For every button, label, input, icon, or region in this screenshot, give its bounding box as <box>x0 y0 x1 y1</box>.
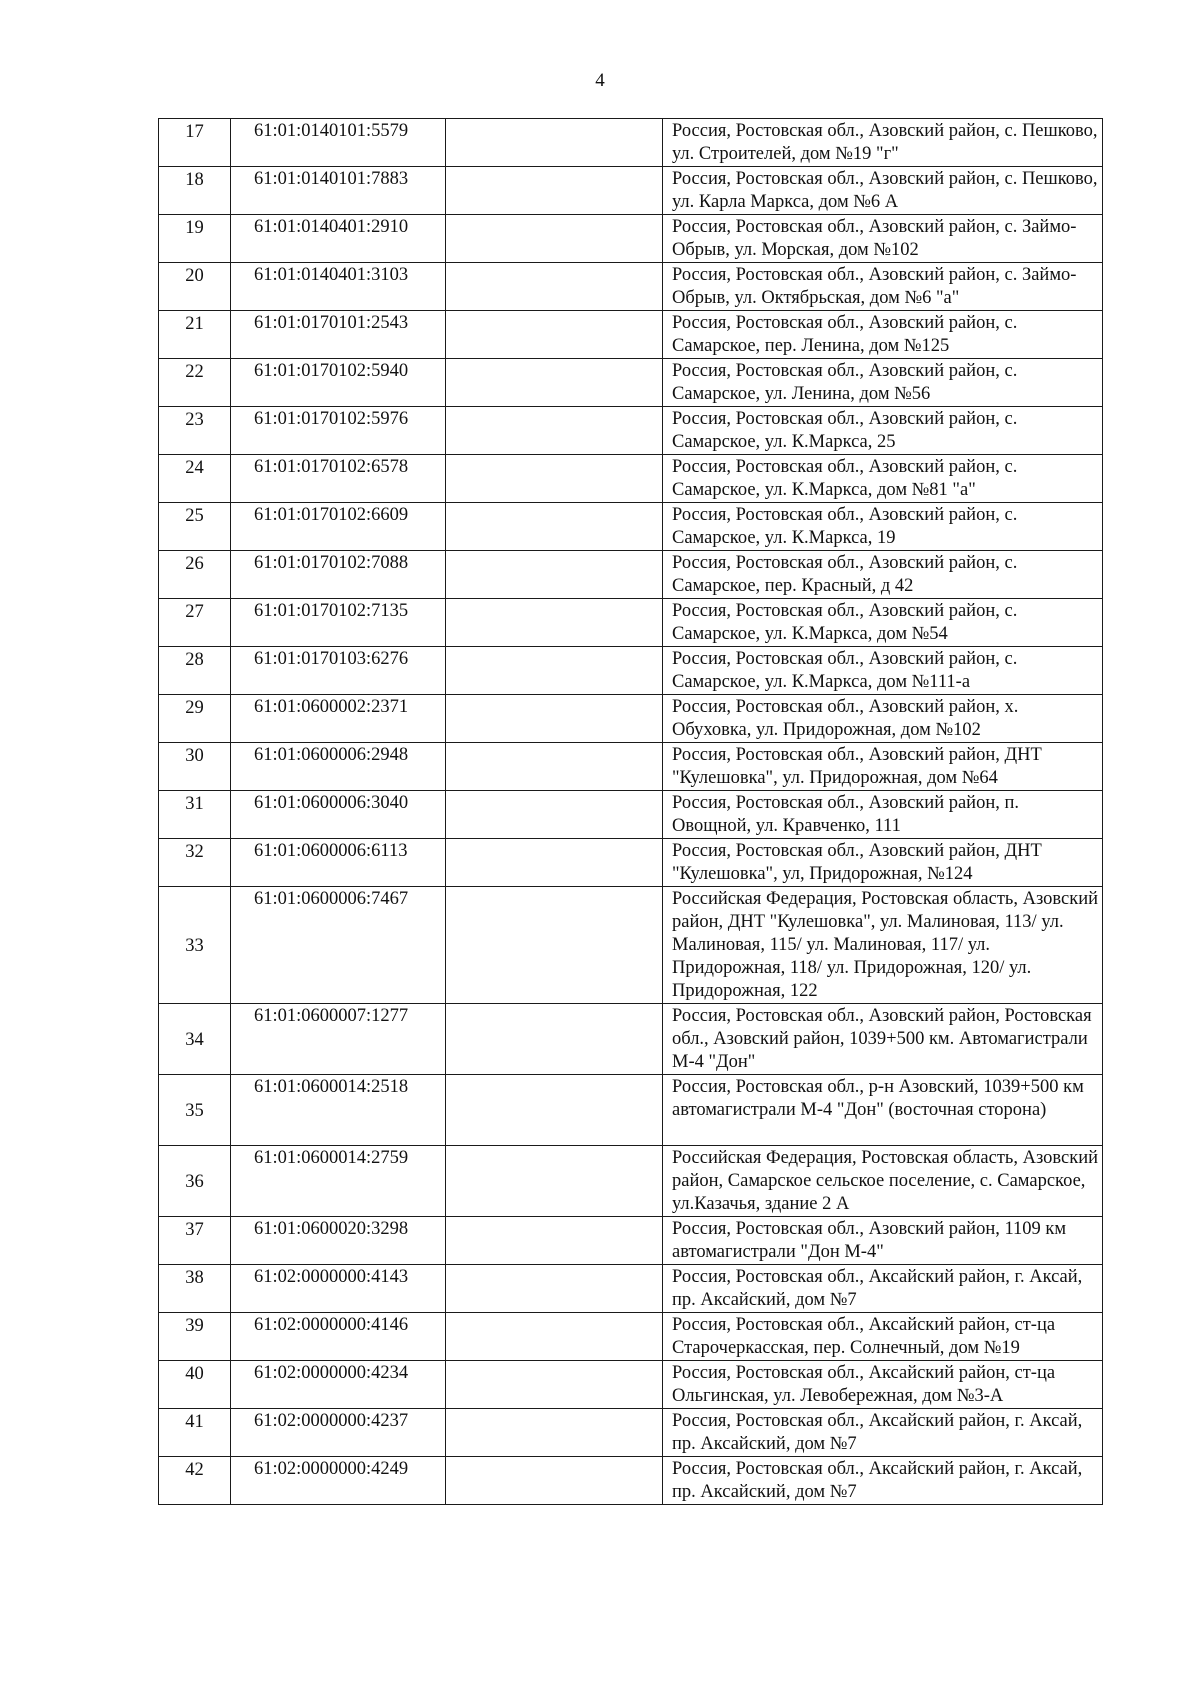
cadastral-number: 61:02:0000000:4146 <box>231 1313 446 1361</box>
row-number: 25 <box>159 503 231 551</box>
address-cell: Россия, Ростовская обл., Азовский район, с. Пешково, ул. Карла Маркса, дом №6 А <box>663 167 1103 215</box>
address-cell: Россия, Ростовская обл., Азовский район, с. Самарское, ул. Ленина, дом №56 <box>663 359 1103 407</box>
cadastral-number: 61:01:0600006:7467 <box>231 887 446 1004</box>
empty-cell <box>446 263 663 311</box>
table-row <box>159 1217 1103 1265</box>
address-cell: Россия, Ростовская обл., Аксайский район, г. Аксай, пр. Аксайский, дом №7 <box>663 1409 1103 1457</box>
address-cell: Россия, Ростовская обл., Азовский район, с. Пешково, ул. Строителей, дом №19 "г" <box>663 119 1103 167</box>
table-row <box>159 1004 1103 1075</box>
table-row <box>159 311 1103 359</box>
row-number: 29 <box>159 695 231 743</box>
row-number: 28 <box>159 647 231 695</box>
row-number: 17 <box>159 119 231 167</box>
cadastral-number: 61:01:0170102:7088 <box>231 551 446 599</box>
empty-cell <box>446 695 663 743</box>
table-row <box>159 119 1103 167</box>
cadastral-number: 61:01:0600006:2948 <box>231 743 446 791</box>
row-number: 39 <box>159 1313 231 1361</box>
empty-cell <box>446 791 663 839</box>
empty-cell <box>446 887 663 1004</box>
cadastral-number: 61:01:0600014:2518 <box>231 1075 446 1146</box>
cadastral-number: 61:01:0170102:6609 <box>231 503 446 551</box>
table-row <box>159 407 1103 455</box>
empty-cell <box>446 1457 663 1505</box>
cadastral-number: 61:01:0170103:6276 <box>231 647 446 695</box>
table-row <box>159 1075 1103 1146</box>
cadastral-number: 61:02:0000000:4234 <box>231 1361 446 1409</box>
empty-cell <box>446 215 663 263</box>
empty-cell <box>446 311 663 359</box>
cadastral-number: 61:01:0170101:2543 <box>231 311 446 359</box>
row-number: 20 <box>159 263 231 311</box>
address-cell: Россия, Ростовская обл., Азовский район, с. Займо-Обрыв, ул. Октябрьская, дом №6 "а" <box>663 263 1103 311</box>
address-cell: Россия, Ростовская обл., Азовский район, п. Овощной, ул. Кравченко, 111 <box>663 791 1103 839</box>
page-number: 4 <box>595 70 605 91</box>
row-number: 26 <box>159 551 231 599</box>
table-row <box>159 503 1103 551</box>
empty-cell <box>446 455 663 503</box>
row-number: 37 <box>159 1217 231 1265</box>
table-row <box>159 1146 1103 1217</box>
table-row <box>159 1409 1103 1457</box>
table-row <box>159 1361 1103 1409</box>
address-cell: Россия, Ростовская обл., Аксайский район, г. Аксай, пр. Аксайский, дом №7 <box>663 1457 1103 1505</box>
address-cell: Россия, Ростовская обл., р-н Азовский, 1039+500 км автомагистрали М-4 "Дон" (восточная сторона) <box>663 1075 1103 1146</box>
address-cell: Россия, Ростовская обл., Азовский район, с. Самарское, ул. К.Маркса, 19 <box>663 503 1103 551</box>
empty-cell <box>446 1361 663 1409</box>
row-number: 41 <box>159 1409 231 1457</box>
table-row <box>159 647 1103 695</box>
empty-cell <box>446 1265 663 1313</box>
address-cell: Россия, Ростовская обл., Азовский район, ДНТ "Кулешовка", ул, Придорожная, №124 <box>663 839 1103 887</box>
empty-cell <box>446 1313 663 1361</box>
address-cell: Россия, Ростовская обл., Азовский район, с. Самарское, ул. К.Маркса, 25 <box>663 407 1103 455</box>
table-row <box>159 887 1103 1004</box>
table-row <box>159 551 1103 599</box>
row-number: 32 <box>159 839 231 887</box>
row-number: 21 <box>159 311 231 359</box>
cadastral-number: 61:01:0600014:2759 <box>231 1146 446 1217</box>
property-table <box>158 118 1103 1505</box>
address-cell: Россия, Ростовская обл., Азовский район, с. Самарское, пер. Ленина, дом №125 <box>663 311 1103 359</box>
row-number: 27 <box>159 599 231 647</box>
empty-cell <box>446 1075 663 1146</box>
row-number: 19 <box>159 215 231 263</box>
table-row <box>159 1265 1103 1313</box>
cadastral-number: 61:02:0000000:4143 <box>231 1265 446 1313</box>
row-number: 35 <box>159 1075 231 1146</box>
empty-cell <box>446 119 663 167</box>
table-row <box>159 695 1103 743</box>
table-row <box>159 743 1103 791</box>
empty-cell <box>446 407 663 455</box>
empty-cell <box>446 1217 663 1265</box>
cadastral-number: 61:01:0170102:5976 <box>231 407 446 455</box>
empty-cell <box>446 1409 663 1457</box>
cadastral-number: 61:01:0600020:3298 <box>231 1217 446 1265</box>
empty-cell <box>446 1146 663 1217</box>
table-row <box>159 263 1103 311</box>
address-cell: Россия, Ростовская обл., Азовский район, с. Займо-Обрыв, ул. Морская, дом №102 <box>663 215 1103 263</box>
cadastral-number: 61:01:0140101:5579 <box>231 119 446 167</box>
address-cell: Россия, Ростовская обл., Азовский район, с. Самарское, пер. Красный, д 42 <box>663 551 1103 599</box>
row-number: 33 <box>159 887 231 1004</box>
row-number: 18 <box>159 167 231 215</box>
address-cell: Россия, Ростовская обл., Азовский район, ДНТ "Кулешовка", ул. Придорожная, дом №64 <box>663 743 1103 791</box>
cadastral-number: 61:01:0140101:7883 <box>231 167 446 215</box>
table-row <box>159 839 1103 887</box>
empty-cell <box>446 551 663 599</box>
row-number: 38 <box>159 1265 231 1313</box>
empty-cell <box>446 503 663 551</box>
row-number: 42 <box>159 1457 231 1505</box>
cadastral-number: 61:01:0600007:1277 <box>231 1004 446 1075</box>
address-cell: Россия, Ростовская обл., Аксайский район, ст-ца Ольгинская, ул. Левобережная, дом №3-А <box>663 1361 1103 1409</box>
empty-cell <box>446 743 663 791</box>
cadastral-number: 61:01:0600002:2371 <box>231 695 446 743</box>
empty-cell <box>446 599 663 647</box>
address-cell: Россия, Ростовская обл., Аксайский район, г. Аксай, пр. Аксайский, дом №7 <box>663 1265 1103 1313</box>
address-cell: Российская Федерация, Ростовская область, Азовский район, Самарское сельское поселение, с. Самарское, ул.Казачья, здание 2 А <box>663 1146 1103 1217</box>
cadastral-number: 61:01:0170102:7135 <box>231 599 446 647</box>
row-number: 30 <box>159 743 231 791</box>
row-number: 34 <box>159 1004 231 1075</box>
cadastral-number: 61:02:0000000:4237 <box>231 1409 446 1457</box>
row-number: 40 <box>159 1361 231 1409</box>
row-number: 24 <box>159 455 231 503</box>
address-cell: Россия, Ростовская обл., Азовский район, Ростовская обл., Азовский район, 1039+500 км. Автомагистрали М-4 "Дон" <box>663 1004 1103 1075</box>
row-number: 23 <box>159 407 231 455</box>
address-cell: Россия, Ростовская обл., Азовский район, х. Обуховка, ул. Придорожная, дом №102 <box>663 695 1103 743</box>
empty-cell <box>446 647 663 695</box>
cadastral-number: 61:01:0170102:5940 <box>231 359 446 407</box>
address-cell: Россия, Ростовская обл., Азовский район, с. Самарское, ул. К.Маркса, дом №111-а <box>663 647 1103 695</box>
address-cell: Россия, Ростовская обл., Азовский район, с. Самарское, ул. К.Маркса, дом №81 "а" <box>663 455 1103 503</box>
row-number: 36 <box>159 1146 231 1217</box>
address-cell: Российская Федерация, Ростовская область, Азовский район, ДНТ "Кулешовка", ул. Малиновая, 113/ ул. Малиновая, 115/ ул. Малиновая, 117/ ул. Придорожная, 118/ ул. Придорожная, 120/ ул. Придорожная, 122 <box>663 887 1103 1004</box>
table-row <box>159 791 1103 839</box>
address-cell: Россия, Ростовская обл., Аксайский район, ст-ца Старочеркасская, пер. Солнечный, дом №19 <box>663 1313 1103 1361</box>
table-row <box>159 359 1103 407</box>
cadastral-number: 61:01:0600006:6113 <box>231 839 446 887</box>
cadastral-number: 61:01:0600006:3040 <box>231 791 446 839</box>
table-row <box>159 1457 1103 1505</box>
cadastral-number: 61:01:0140401:3103 <box>231 263 446 311</box>
cadastral-number: 61:01:0140401:2910 <box>231 215 446 263</box>
cadastral-number: 61:02:0000000:4249 <box>231 1457 446 1505</box>
table-row <box>159 599 1103 647</box>
address-cell: Россия, Ростовская обл., Азовский район, 1109 км автомагистрали "Дон М-4" <box>663 1217 1103 1265</box>
empty-cell <box>446 359 663 407</box>
table-row <box>159 455 1103 503</box>
empty-cell <box>446 839 663 887</box>
address-cell: Россия, Ростовская обл., Азовский район, с. Самарское, ул. К.Маркса, дом №54 <box>663 599 1103 647</box>
table-body <box>159 119 1103 1505</box>
table-row <box>159 167 1103 215</box>
table-row <box>159 1313 1103 1361</box>
table-row <box>159 215 1103 263</box>
row-number: 22 <box>159 359 231 407</box>
cadastral-number: 61:01:0170102:6578 <box>231 455 446 503</box>
row-number: 31 <box>159 791 231 839</box>
empty-cell <box>446 1004 663 1075</box>
empty-cell <box>446 167 663 215</box>
